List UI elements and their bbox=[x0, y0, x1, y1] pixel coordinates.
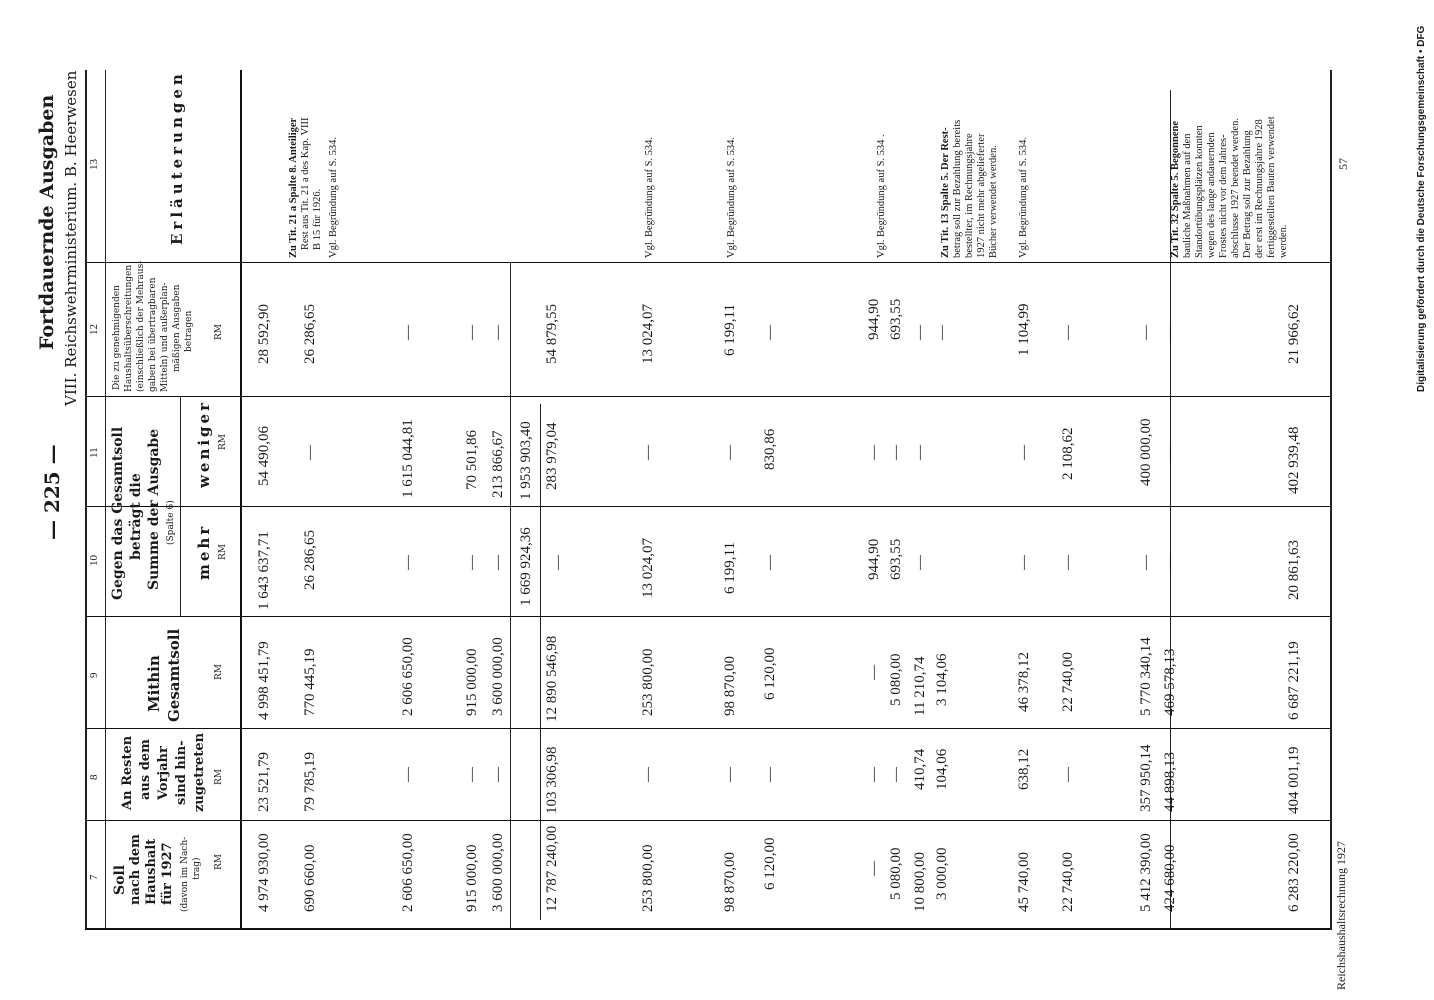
explanation-4: Vgl. Begründung auf S. 534 . bbox=[876, 134, 887, 258]
c8-row11: 410,74 bbox=[912, 748, 928, 790]
col-number-9: 9 bbox=[88, 672, 100, 678]
header-col12-line4: gaben bei übertragbaren bbox=[148, 277, 158, 392]
c7-total: 6 283 220,00 bbox=[1286, 833, 1302, 912]
c7-row16: 424 680,00 bbox=[1162, 844, 1178, 912]
c11-row3: 1 615 044,81 bbox=[400, 419, 416, 498]
c12-row11: — bbox=[912, 325, 928, 340]
col-boundary-10-9 bbox=[85, 616, 1330, 617]
c8-row13: 638,12 bbox=[1016, 748, 1032, 790]
explanation-5-line5: Bücher verwendet werden. bbox=[988, 145, 999, 258]
c8-row8: — bbox=[762, 767, 778, 782]
c9-row8: 6 120,00 bbox=[762, 647, 778, 700]
c8-row12: 104,06 bbox=[934, 748, 950, 790]
c10-row7: 13 024,07 bbox=[640, 538, 656, 598]
c8-subtotal1: 103 306,98 bbox=[544, 746, 560, 814]
c12-row7: 6 199,11 bbox=[722, 304, 738, 356]
explanation-1-line3: B 15 für 1926. bbox=[312, 188, 323, 250]
subtotal-separator-2 bbox=[540, 404, 541, 920]
table-right-border bbox=[1330, 70, 1332, 930]
c10-row15: — bbox=[1138, 555, 1154, 570]
c10-row13: — bbox=[1016, 555, 1032, 570]
header-col12-line5: Mitteln) und außerplan- bbox=[160, 282, 170, 392]
c11-row4: 70 501,86 bbox=[464, 430, 480, 490]
column-number-divider bbox=[105, 70, 106, 930]
c11-row12: — bbox=[1016, 445, 1032, 460]
c7-row4: 915 000,00 bbox=[464, 844, 480, 912]
col-boundary-11-10 bbox=[180, 506, 1330, 507]
col-number-12: 12 bbox=[88, 324, 100, 335]
header-divider bbox=[240, 70, 242, 930]
c12-row13: 1 104,99 bbox=[1016, 303, 1032, 356]
explanation-6-line6: abschlusse 1927 beendet werden. bbox=[1230, 118, 1241, 258]
c12-row14: — bbox=[1060, 325, 1076, 340]
col-boundary-12-11 bbox=[85, 396, 1330, 397]
header-col10-11-line4: (Spalte 6) bbox=[166, 500, 176, 545]
footer-page: 57 bbox=[1336, 158, 1350, 170]
c8-total: 404 001,19 bbox=[1286, 746, 1302, 814]
c9-row6: 253 800,00 bbox=[640, 648, 656, 716]
explanation-6-line4: wegen des lange andauernden bbox=[1206, 132, 1217, 258]
c7-row3: 2 606 650,00 bbox=[400, 833, 416, 912]
c12-row5: — bbox=[490, 325, 506, 340]
table-left-border bbox=[85, 70, 87, 930]
col-number-10: 10 bbox=[88, 555, 100, 566]
c9-row14: 22 740,00 bbox=[1060, 652, 1076, 712]
c10-row3: — bbox=[400, 555, 416, 570]
c9-row1: 4 998 451,79 bbox=[256, 641, 272, 720]
c12-subtotal1: 54 879,55 bbox=[544, 304, 560, 364]
explanation-6-line9: fertiggestellten Bauten verwendet bbox=[1266, 116, 1277, 258]
page-subtitle: VIII. Reichswehrministerium. B. Heerwesen bbox=[62, 70, 80, 406]
c8-row14: — bbox=[1060, 767, 1076, 782]
c9-row3: 2 606 650,00 bbox=[400, 637, 416, 716]
c11-total: 402 939,48 bbox=[1286, 426, 1302, 494]
c7-row6: 253 800,00 bbox=[640, 844, 656, 912]
explanation-5-line6: Vgl. Begründung auf S. 534. bbox=[1018, 136, 1029, 258]
explanation-1-line4: Vgl. Begründung auf S. 534. bbox=[328, 136, 339, 258]
c7-row14: 22 740,00 bbox=[1060, 852, 1076, 912]
c9-row5: 3 600 000,00 bbox=[490, 637, 506, 716]
header-col9-unit: RM bbox=[214, 664, 224, 680]
c8-row4: — bbox=[464, 767, 480, 782]
explanation-6-line2: bauliche Maßnahmen auf den bbox=[1182, 133, 1193, 258]
header-col7-line1: Soll bbox=[112, 864, 128, 895]
header-col12-line7: betragen bbox=[184, 310, 194, 352]
c8-row1: 23 521,79 bbox=[256, 752, 272, 812]
c10-row9: — bbox=[762, 555, 778, 570]
header-col7-line3: Haushalt bbox=[144, 838, 159, 905]
c10-row16: — bbox=[1162, 555, 1178, 570]
c12-row1: 28 592,90 bbox=[256, 304, 272, 364]
c12-row4: — bbox=[464, 325, 480, 340]
c11-row8: 830,86 bbox=[762, 428, 778, 470]
c11-row2: — bbox=[302, 445, 318, 460]
c11-row14: 400 000,00 bbox=[1138, 418, 1154, 486]
c11-subtotal2: 283 979,04 bbox=[544, 422, 560, 490]
explanation-5-line4: 1927 nicht mehr abgelieferter bbox=[976, 133, 987, 258]
explanation-3: Vgl. Begründung auf S. 534. bbox=[726, 136, 737, 258]
c7-row12: 3 000,00 bbox=[934, 847, 950, 900]
header-col8-line4: sind hin- bbox=[174, 740, 189, 805]
c12-row10: 693,55 bbox=[888, 298, 904, 340]
dfg-funding-note: Digitalisierung gefördert durch die Deutsche Forschungsgemeinschaft • DFG bbox=[1416, 25, 1427, 392]
c9-subtotal1: 12 890 546,98 bbox=[544, 635, 560, 722]
header-col12-line6: mäßigen Ausgaben bbox=[172, 284, 182, 372]
c9-row10: 5 080,00 bbox=[888, 653, 904, 706]
c9-row13: 46 378,12 bbox=[1016, 652, 1032, 712]
c12-row15: — bbox=[1138, 325, 1154, 340]
c9-row2: 770 445,19 bbox=[302, 648, 318, 716]
c8-row16: 44 898,13 bbox=[1162, 752, 1178, 812]
c11-row15: — bbox=[1162, 445, 1178, 460]
c10-row5: — bbox=[490, 555, 506, 570]
explanation-6-line7: Der Betrag soll zur Bezahlung bbox=[1242, 130, 1253, 258]
c9-row12: 3 104,06 bbox=[934, 653, 950, 706]
header-col11-unit: RM bbox=[218, 434, 228, 450]
c12-row16: — bbox=[1162, 325, 1178, 340]
header-col9-line2: Gesamtsoll bbox=[165, 628, 183, 722]
header-col8-line1: An Resten bbox=[120, 735, 135, 810]
header-col12-unit: RM bbox=[214, 324, 224, 340]
c8-row9: — bbox=[866, 767, 882, 782]
c7-row10: 5 080,00 bbox=[888, 847, 904, 900]
explanation-6-line8: der erst im Rechnungsjahre 1928 bbox=[1254, 119, 1265, 258]
c11-row6: — bbox=[640, 445, 656, 460]
c7-row11: 10 800,00 bbox=[912, 852, 928, 912]
c10-row6: — bbox=[550, 555, 566, 570]
c10-row10: 944,90 bbox=[866, 538, 882, 580]
header-col10: mehr bbox=[195, 523, 213, 580]
c12-total: 21 966,62 bbox=[1286, 304, 1302, 364]
c8-row2: 79 785,19 bbox=[302, 752, 318, 812]
c11-row13: 2 108,62 bbox=[1060, 427, 1076, 480]
c10-subtotal1: 1 669 924,36 bbox=[518, 527, 534, 606]
subheader-divider bbox=[180, 396, 181, 616]
header-col12-line1: Die zu genehmigenden bbox=[112, 285, 122, 390]
header-col13: Erläuterungen bbox=[168, 70, 186, 245]
explanation-5-line2: betrag soll zur Bezahlung bereits bbox=[952, 119, 963, 258]
subtotal-separator-1 bbox=[510, 262, 511, 928]
header-col8-unit: RM bbox=[214, 769, 224, 785]
c11-row5: 213 866,67 bbox=[490, 430, 506, 498]
c7-row13: 45 740,00 bbox=[1016, 852, 1032, 912]
header-col12-line3: (einschließlich der Mehraus- bbox=[136, 260, 146, 392]
header-col10-unit: RM bbox=[218, 544, 228, 560]
header-col10-11-line2: beträgt die bbox=[128, 473, 144, 560]
c11-row9: — bbox=[866, 445, 882, 460]
c9-total: 6 687 221,19 bbox=[1286, 641, 1302, 720]
c10-total: 20 861,63 bbox=[1286, 540, 1302, 600]
c12-row6: 13 024,07 bbox=[640, 304, 656, 364]
c10-row4: — bbox=[464, 555, 480, 570]
c12-row9: 944,90 bbox=[866, 298, 882, 340]
c10-row11: 693,55 bbox=[888, 538, 904, 580]
c7-row8: 6 120,00 bbox=[762, 837, 778, 890]
header-col8-line2: aus dem bbox=[138, 739, 153, 800]
c8-row6: — bbox=[640, 767, 656, 782]
c7-row7: 98 870,00 bbox=[722, 852, 738, 912]
header-col10-11-line1: Gegen das Gesamtsoll bbox=[110, 426, 126, 600]
col-boundary-9-8 bbox=[85, 728, 1330, 729]
c9-row15: 5 770 340,14 bbox=[1138, 637, 1154, 716]
header-col7-line5: (davon im Nach- bbox=[180, 836, 190, 912]
col-boundary-8-7 bbox=[85, 820, 1330, 821]
c9-row4: 915 000,00 bbox=[464, 648, 480, 716]
c11-subtotal1: 1 953 903,40 bbox=[518, 421, 534, 500]
header-col9-line1: Mithin bbox=[145, 655, 163, 712]
header-col10-11-line3: Summe der Ausgabe bbox=[146, 428, 162, 590]
c11-row11: — bbox=[912, 445, 928, 460]
c9-row16: 469 578,13 bbox=[1162, 648, 1178, 716]
explanation-5-line3: bestellter, im Rechnungsjahre bbox=[964, 133, 975, 258]
c12-row3: — bbox=[400, 325, 416, 340]
c7-row1: 4 974 930,00 bbox=[256, 833, 272, 912]
c7-row2: 690 660,00 bbox=[302, 844, 318, 912]
explanation-2: Vgl. Begründung auf S. 534. bbox=[644, 136, 655, 258]
c10-row14: — bbox=[1060, 555, 1076, 570]
header-col11: weniger bbox=[195, 400, 213, 488]
c8-row5: — bbox=[490, 767, 506, 782]
explanation-1-line1: Zu Tit. 21 a Spalte 8. Anteiliger bbox=[288, 117, 299, 258]
explanation-6-line5: Frostes nicht vor dem Jahres- bbox=[1218, 134, 1229, 258]
c12-row8: — bbox=[762, 325, 778, 340]
explanation-6-line3: Standortübungsplätzen konnten bbox=[1194, 125, 1205, 258]
c10-row8: 6 199,11 bbox=[722, 542, 738, 594]
c7-row5: 3 600 000,00 bbox=[490, 833, 506, 912]
c11-row7: — bbox=[722, 445, 738, 460]
table-bottom-border bbox=[85, 928, 1330, 930]
c11-row10: — bbox=[888, 445, 904, 460]
explanation-1-line2: Rest aus Tit. 21 a des Kap. VIII bbox=[300, 117, 311, 250]
page-title: Fortdauernde Ausgaben bbox=[36, 94, 58, 350]
col-number-13: 13 bbox=[88, 159, 100, 170]
c8-row7: — bbox=[722, 767, 738, 782]
col-number-11: 11 bbox=[88, 447, 100, 458]
col-number-7: 7 bbox=[88, 874, 100, 880]
c10-row2: 26 286,65 bbox=[302, 530, 318, 590]
c8-row10: — bbox=[888, 767, 904, 782]
header-col7-unit: RM bbox=[214, 854, 224, 870]
c9-row7: 98 870,00 bbox=[722, 656, 738, 716]
page-number: — 225 — bbox=[40, 444, 64, 540]
header-col8-line3: Vorjahr bbox=[156, 746, 171, 800]
header-col8-line5: zugetreten bbox=[192, 732, 207, 812]
c7-row15: 5 412 390,00 bbox=[1138, 833, 1154, 912]
c8-row3: — bbox=[400, 767, 416, 782]
header-col12-line2: Haushaltsüberschreitungen bbox=[124, 264, 134, 392]
c9-row11: 11 210,74 bbox=[912, 656, 928, 716]
c10-row12: — bbox=[912, 555, 928, 570]
explanation-6-line10: werden. bbox=[1278, 224, 1289, 258]
c7-row9: — bbox=[866, 861, 882, 876]
col-boundary-13-12 bbox=[85, 262, 1330, 263]
footer-source: Reichshaushaltsrechnung 1927 bbox=[1334, 841, 1348, 990]
explanation-5-line1: Zu Tit. 13 Spalte 5. Der Rest- bbox=[940, 127, 951, 258]
c9-row9: — bbox=[866, 665, 882, 680]
header-col7-line2: nach dem bbox=[128, 834, 143, 905]
header-col7-line4: für 1927 bbox=[160, 842, 175, 905]
col-number-8: 8 bbox=[88, 774, 100, 780]
c11-row1: 54 490,06 bbox=[256, 426, 272, 486]
c8-row15: 357 950,14 bbox=[1138, 744, 1154, 812]
header-col7-line6: trag) bbox=[192, 857, 202, 880]
c7-subtotal1: 12 787 240,00 bbox=[544, 825, 560, 912]
c10-row1: 1 643 637,71 bbox=[256, 531, 272, 610]
c12-row12: — bbox=[934, 325, 950, 340]
c12-row2: 26 286,65 bbox=[302, 304, 318, 364]
explanation-6-line1: Zu Tit. 32 Spalte 5. Begonnene bbox=[1170, 120, 1181, 258]
